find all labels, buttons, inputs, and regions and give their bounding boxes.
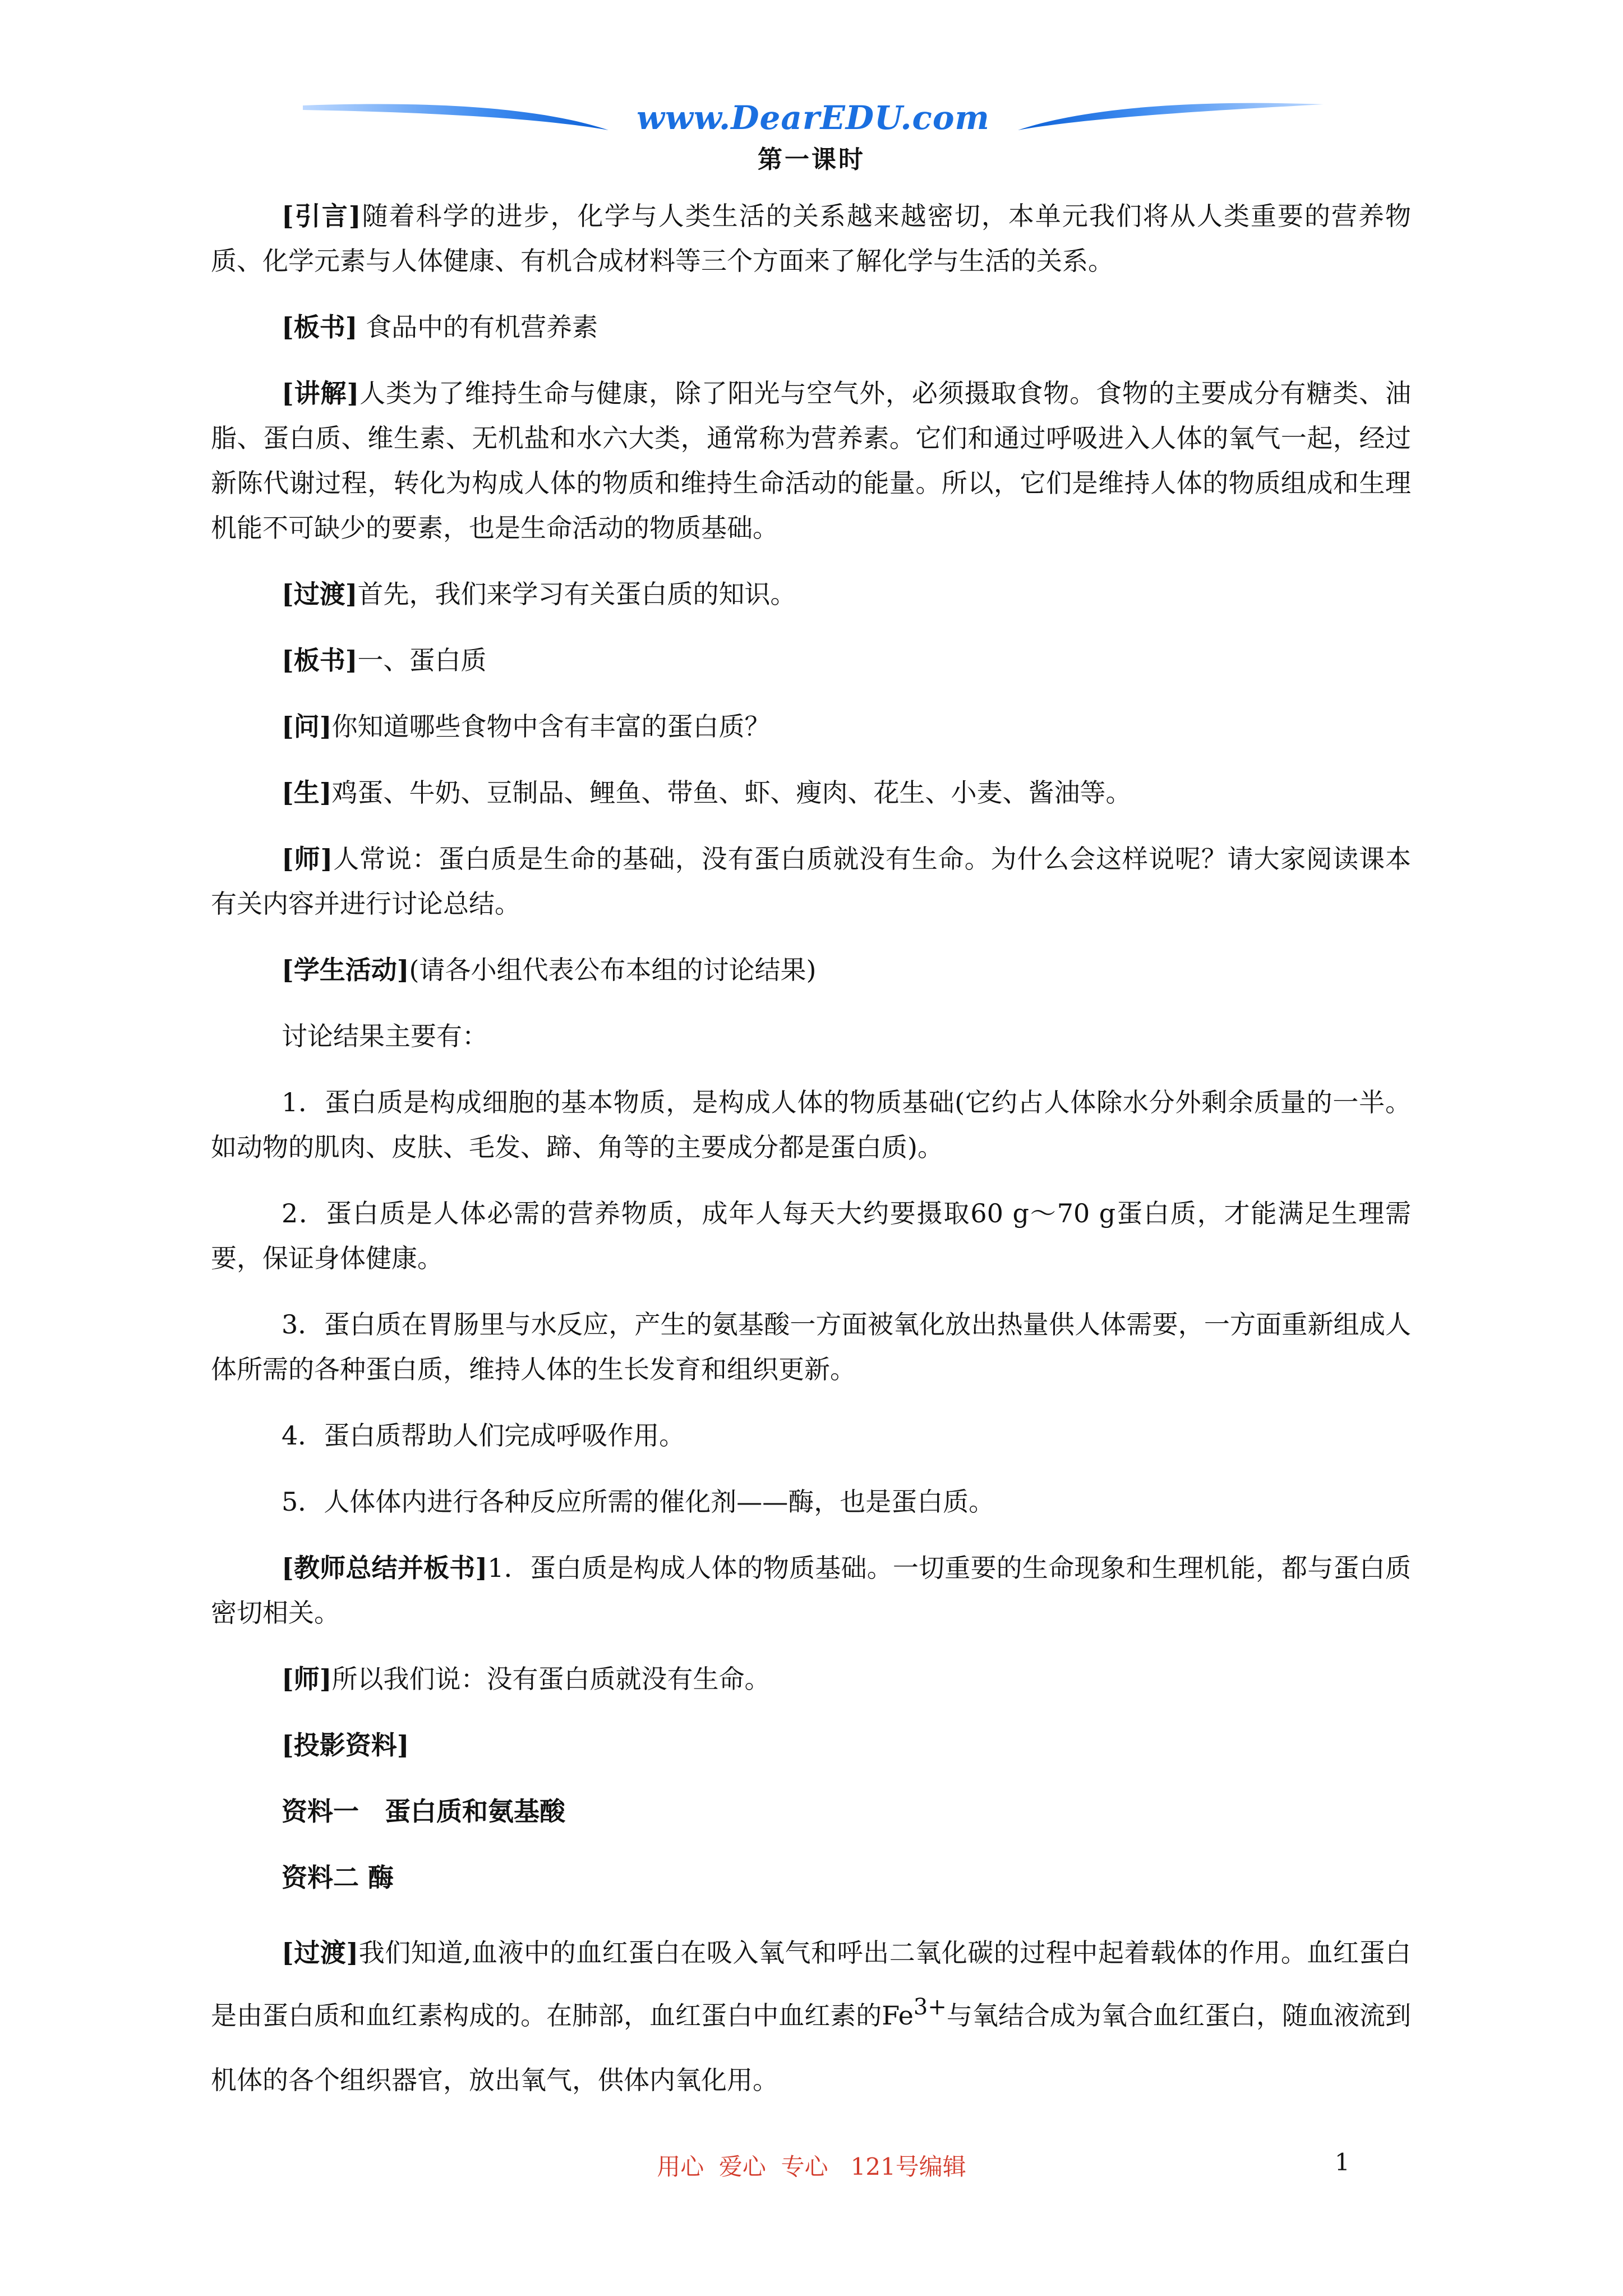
paragraph-text: 人常说：蛋白质是生命的基础，没有蛋白质就没有生命。为什么会这样说呢？请大家阅读课本有关内容并进行讨论总结。: [211, 844, 1412, 919]
paragraph-projection: [211, 1723, 1411, 1768]
paragraph-text: 人类为了维持生命与健康，除了阳光与空气外，必须摄取食物。食物的主要成分有糖类、油脂、蛋白质、维生素、无机盐和水六大类，通常称为营养素。它们和通过呼吸进入人体的氧气一起，经过新陈代谢过程，转化为构成人体的物质和维持生命活动的能量。所以，它们是维持人体的物质组成和生理机能不可缺少的要素，也是生命活动的物质基础。: [211, 378, 1412, 543]
paragraph-teacher-2: [211, 1657, 1411, 1701]
paragraph-text: 4．蛋白质帮助人们完成呼吸作用。: [282, 1420, 685, 1451]
paragraph-result-1: [211, 1080, 1411, 1170]
paragraph-tag: [过渡]: [282, 579, 358, 609]
paragraph-student: [211, 770, 1411, 815]
paragraph-text: 5．人体体内进行各种反应所需的催化剂——酶，也是蛋白质。: [282, 1487, 995, 1517]
material-one: 资料一 蛋白质和氨基酸: [282, 1796, 565, 1826]
paragraph-tag: [引言]: [282, 201, 361, 231]
paragraph-text: 1．蛋白质是构成人体的物质基础。一切重要的生命现象和生理机能，都与蛋白质密切相关。: [211, 1553, 1411, 1628]
paragraph-tag: [板书]: [282, 645, 358, 675]
paragraph-transition-2: [211, 1921, 1411, 2111]
footer-text: 用心 爱心 专心 121号编辑: [657, 2153, 966, 2180]
paragraph-text: 鸡蛋、牛奶、豆制品、鲤鱼、带鱼、虾、瘦肉、花生、小麦、酱油等。: [331, 777, 1132, 808]
paragraph-transition-1: [211, 572, 1411, 616]
paragraph-tag: [师]: [282, 1664, 332, 1694]
paragraph-result-2: [211, 1191, 1411, 1281]
paragraph-text: 一、蛋白质: [357, 645, 487, 675]
paragraph-text: 你知道哪些食物中含有丰富的蛋白质？: [331, 711, 771, 742]
paragraph-teacher-summary: [211, 1545, 1411, 1635]
paragraph-text: 我们知道,血液中的血红蛋白在吸入氧气和呼出二氧化碳的过程中起着载体的作用。血红蛋白是由蛋白质和血红素构成的。在肺部，血红蛋白中血红素的Fe: [211, 1938, 1411, 2031]
paragraph-text: 讨论结果主要有：: [282, 1021, 488, 1051]
paragraph-board-2: [211, 638, 1411, 683]
paragraph-text: 所以我们说：没有蛋白质就没有生命。: [331, 1664, 771, 1694]
superscript-charge: 3+: [913, 1994, 947, 2020]
paragraph-tag: [师]: [282, 844, 333, 874]
paragraph-results-intro: [211, 1014, 1411, 1059]
paragraph-text: 首先，我们来学习有关蛋白质的知识。: [357, 579, 796, 609]
material-two: 资料二 酶: [282, 1862, 394, 1893]
paragraph-tag: [板书]: [282, 312, 358, 342]
paragraph-text: 与氧结合成为氧合血红蛋白，随血液流到机体的各个组织器官，放出氧气，供体内氧化用。: [211, 2000, 1412, 2095]
paragraph-intro: [211, 194, 1411, 283]
paragraph-text: 3．蛋白质在胃肠里与水反应，产生的氨基酸一方面被氧化放出热量供人体需要，一方面重新组成人体所需的各种蛋白质，维持人体的生长发育和组织更新。: [211, 1309, 1411, 1384]
paragraph-result-4: [211, 1413, 1411, 1458]
paragraph-tag: [问]: [282, 711, 332, 742]
page-number: 1: [1335, 2148, 1350, 2176]
paragraph-text: 随着科学的进步，化学与人类生活的关系越来越密切，本单元我们将从人类重要的营养物质、化学元素与人体健康、有机合成材料等三个方面来了解化学与生活的关系。: [211, 201, 1412, 276]
paragraph-student-activity: [211, 947, 1411, 992]
paragraph-teacher-1: [211, 836, 1411, 926]
paragraph-board-1: [211, 305, 1411, 349]
paragraph-text: (请各小组代表公布本组的讨论结果): [409, 955, 817, 985]
paragraph-result-5: [211, 1479, 1411, 1524]
paragraph-result-3: [211, 1302, 1411, 1392]
paragraph-question: [211, 704, 1411, 749]
paragraph-tag: [讲解]: [282, 378, 359, 408]
document-body: [211, 194, 1411, 2133]
paragraph-text: 食品中的有机营养素: [357, 312, 598, 342]
paragraph-text: 2．蛋白质是人体必需的营养物质，成年人每天大约要摄取60 g～70 g蛋白质，才能满足生理需要，保证身体健康。: [211, 1198, 1411, 1273]
paragraph-tag: [过渡]: [282, 1938, 359, 1968]
lesson-title: 第一课时: [758, 145, 865, 174]
paragraph-tag: [学生活动]: [282, 955, 409, 985]
paragraph-lecture: [211, 371, 1411, 550]
paragraph-tag: [生]: [282, 777, 332, 808]
paragraph-text: 1．蛋白质是构成细胞的基本物质，是构成人体的物质基础(它约占人体除水分外剩余质量的一半。如动物的肌肉、皮肤、毛发、蹄、角等的主要成分都是蛋白质)。: [211, 1087, 1411, 1162]
paragraph-tag: [教师总结并板书]: [282, 1553, 488, 1583]
paragraph-tag: [投影资料]: [282, 1730, 409, 1760]
site-name[interactable]: www.DearEDU.com: [637, 99, 990, 137]
